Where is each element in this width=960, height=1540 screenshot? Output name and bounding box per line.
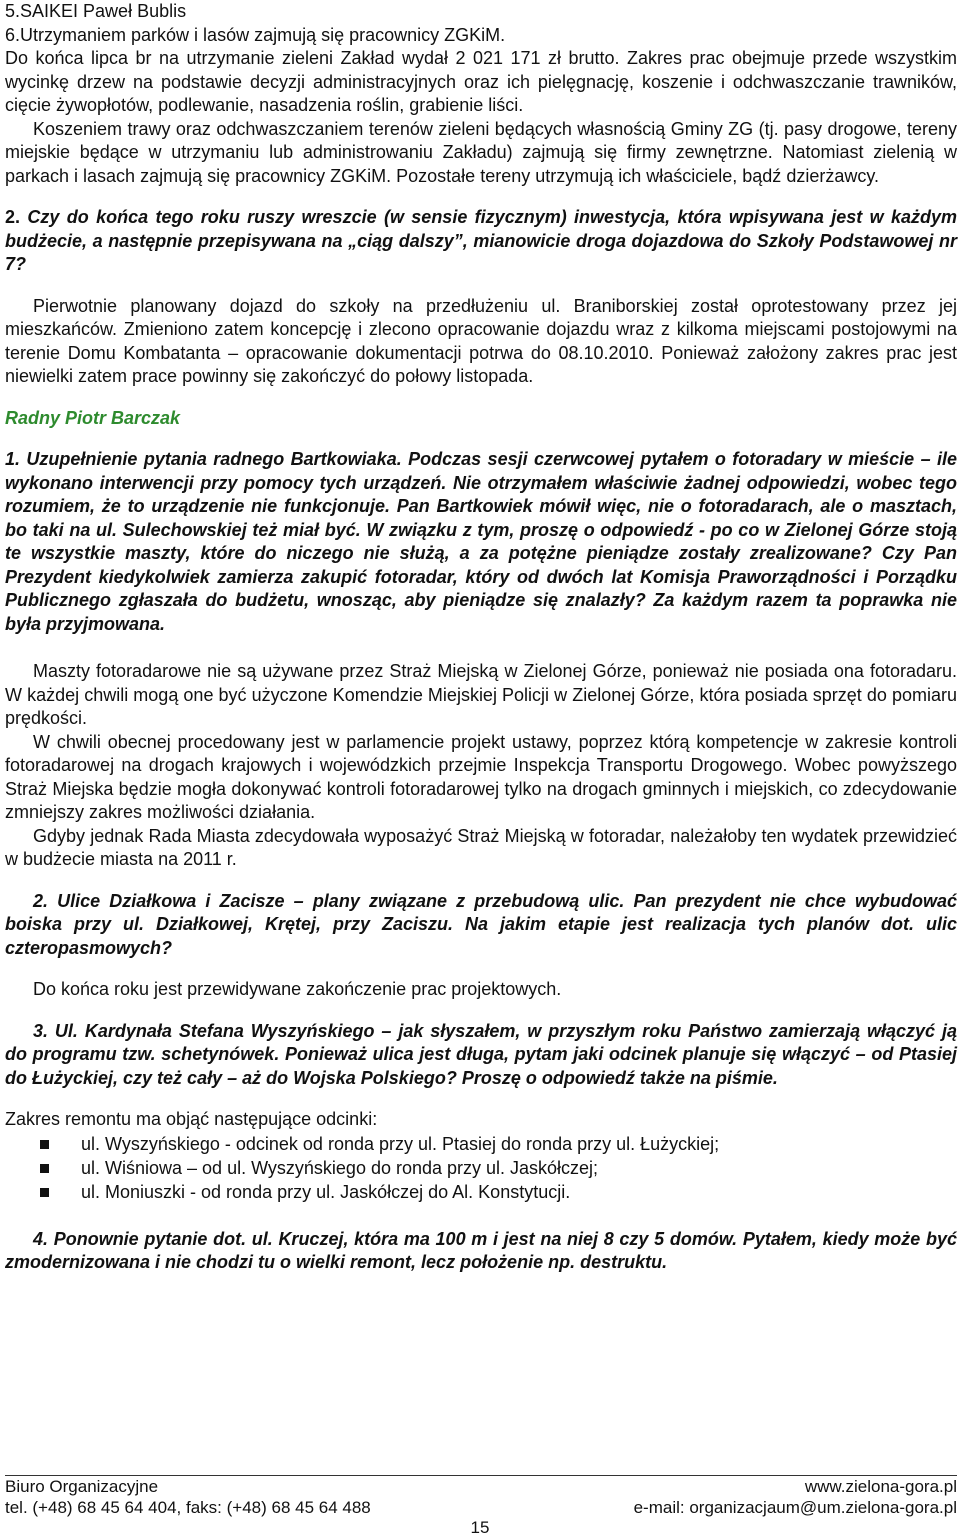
answer-b2: Do końca roku jest przewidywane zakończenie prac projektowych. xyxy=(33,979,562,999)
footer-website-link[interactable]: www.zielona-gora.pl xyxy=(804,1477,957,1496)
document-page xyxy=(5,0,957,1275)
page-number: 15 xyxy=(470,1518,490,1537)
footer-email-link[interactable]: e-mail: organizacjaum@um.zielona-gora.pl xyxy=(633,1498,957,1517)
footer-phone: tel. (+48) 68 45 64 404, faks: (+48) 68 45 64 488 xyxy=(5,1498,371,1517)
list-item-5: 5.SAIKEI Paweł Bublis xyxy=(5,1,187,21)
segment-list xyxy=(5,1132,957,1204)
list-item-6: 6.Utrzymaniem parków i lasów zajmują się pracownicy ZGKiM. xyxy=(5,24,506,45)
bullet-icon xyxy=(40,1140,49,1149)
answer-b1-1: Maszty fotoradarowe nie są używane przez Straż Miejską w Zielonej Górze, ponieważ nie posiada ona fotoradaru. W każdej chwili mogą one być użyczone Komendzie Miejskiej Policji w Zielonej Górze, która posiada sprzęt do pomiaru prędkości. xyxy=(5,661,957,728)
question-b4: 4. Ponownie pytanie dot. ul. Kruczej, która ma 100 m i jest na niej 8 czy 5 domów. Pytałem, kiedy może być zmodernizowana i nie chodzi tu o wielki remont, lecz położenie np. destruktu. xyxy=(5,1228,957,1272)
list-item: ul. Wiśniowa – od ul. Wyszyńskiego do ronda przy ul. Jaskółczej; xyxy=(5,1156,957,1180)
footer-office: Biuro Organizacyjne xyxy=(5,1477,159,1496)
paragraph-mowing: Koszeniem trawy oraz odchwaszczaniem terenów zieleni będących własnością Gminy ZG (tj. pasy drogowe, tereny miejskie będące w utrzymaniu lub administrowaniu Zakładu) zajmują się firmy zewnętrzne. Natomiast zielenią w parkach i lasach zajmują się pracownicy ZGKiM. Pozostałe tereny utrzymują ich właściciele, bądź dzierżawcy. xyxy=(5,118,957,186)
question-b1: 1. Uzupełnienie pytania radnego Bartkowiaka. Podczas sesji czerwcowej pytałem o fotoradary w mieście – ile wykonano interwencji przy pomocy tych urządzeń. Nie otrzymałem właściwie żadnej odpowiedzi, wobec tego rozumiem, że to urządzenie nie funkcjonuje. Pan Bartkowiek mówił więc, nie o fotoradarach, ale o masztach, bo taki na ul. Sulechowskiej też miał być. W związku z tym, proszę o odpowiedź - po co w Zielonej Górze stoją te wszystkie maszty, które do niczego nie służą, a za potężne pieniądze zostały zrealizowane? Czy Pan Prezydent kiedykolwiek zamierza zakupić fotoradar, który od dwóch lat Komisja Praworządności i Porządku Publicznego zgłaszała do budżetu, wnosząc, aby pieniądze się znalazły? Za każdym razem ta poprawka nie była przyjmowana. xyxy=(5,449,957,634)
councillor-heading: Radny Piotr Barczak xyxy=(5,407,181,428)
question-2-number: 2. xyxy=(5,207,21,227)
question-b2: 2. Ulice Działkowa i Zacisze – plany związane z przebudową ulic. Pan prezydent nie chce wybudować boiska przy ul. Działkowej, Krętej, przy Zaciszu. Na jakim etapie jest realizacja tych planów dot. ulic czteropasmowych? xyxy=(5,890,957,958)
question-2-text: Czy do końca tego roku ruszy wreszcie (w sensie fizycznym) inwestycja, która wpisywana jest w każdym budżecie, a następnie przepisywana na „ciąg dalszy”, mianowicie droga dojazdowa do Szkoły Podstawowej nr 7? xyxy=(5,207,957,274)
paragraph-budget: Do końca lipca br na utrzymanie zieleni Zakład wydał 2 021 171 zł brutto. Zakres prac obejmuje przede wszystkim wycinkę drzew na podstawie decyzji administracyjnych oraz ich pielęgnację, koszenie i odchwaszczanie trawników, cięcie żywopłotów, podlewanie, nasadzenia roślin, grabienie liści. xyxy=(5,48,957,115)
list-item: ul. Moniuszki - od ronda przy ul. Jaskółczej do Al. Konstytucji. xyxy=(5,1180,957,1204)
answer-2: Pierwotnie planowany dojazd do szkoły na przedłużeniu ul. Braniborskiej został oprotestowany przez jej mieszkańców. Zmieniono zatem koncepcję i zlecono opracowanie dojazdu wraz z kilkoma miejscami postojowymi na terenie Domu Kombatanta – opracowanie dokumentacji potrwa do 08.10.2010. Ponieważ założony zakres prac jest niewielki zatem prace powinny się zakończyć do połowy listopada. xyxy=(5,295,957,386)
answer-b1-2: W chwili obecnej procedowany jest w parlamencie projekt ustawy, poprzez którą kompetencje w zakresie kontroli fotoradarowej na drogach krajowych i wojewódzkich przejmie Inspekcja Transportu Drogowego. Wobec powyższego Straż Miejska będzie mogła dokonywać kontroli fotoradarowej tylko na drogach gminnych i miejskich, co zdecydowanie zmniejszy zakres możliwości działania. xyxy=(5,731,957,822)
bullet-icon xyxy=(40,1164,49,1173)
question-2 xyxy=(5,206,957,277)
answer-b1-3: Gdyby jednak Rada Miasta zdecydowała wyposażyć Straż Miejską w fotoradar, należałoby ten wydatek przewidzieć w budżecie miasta na 2011 r. xyxy=(5,825,957,869)
answer-b3-intro: Zakres remontu ma objąć następujące odcinki: xyxy=(5,1109,378,1129)
list-item: ul. Wyszyńskiego - odcinek od ronda przy ul. Ptasiej do ronda przy ul. Łużyckiej; xyxy=(5,1132,957,1156)
bullet-icon xyxy=(40,1188,49,1197)
question-b3: 3. Ul. Kardynała Stefana Wyszyńskiego – jak słyszałem, w przyszłym roku Państwo zamierzają włączyć ją do programu tzw. schetynówek. Ponieważ ulica jest długa, pytam jaki odcinek planuje się włączyć – od Ptasiej do Łużyckiej, czy też cały – aż do Wojska Polskiego? Proszę o odpowiedź także na piśmie. xyxy=(5,1020,957,1088)
page-footer xyxy=(5,1476,957,1518)
